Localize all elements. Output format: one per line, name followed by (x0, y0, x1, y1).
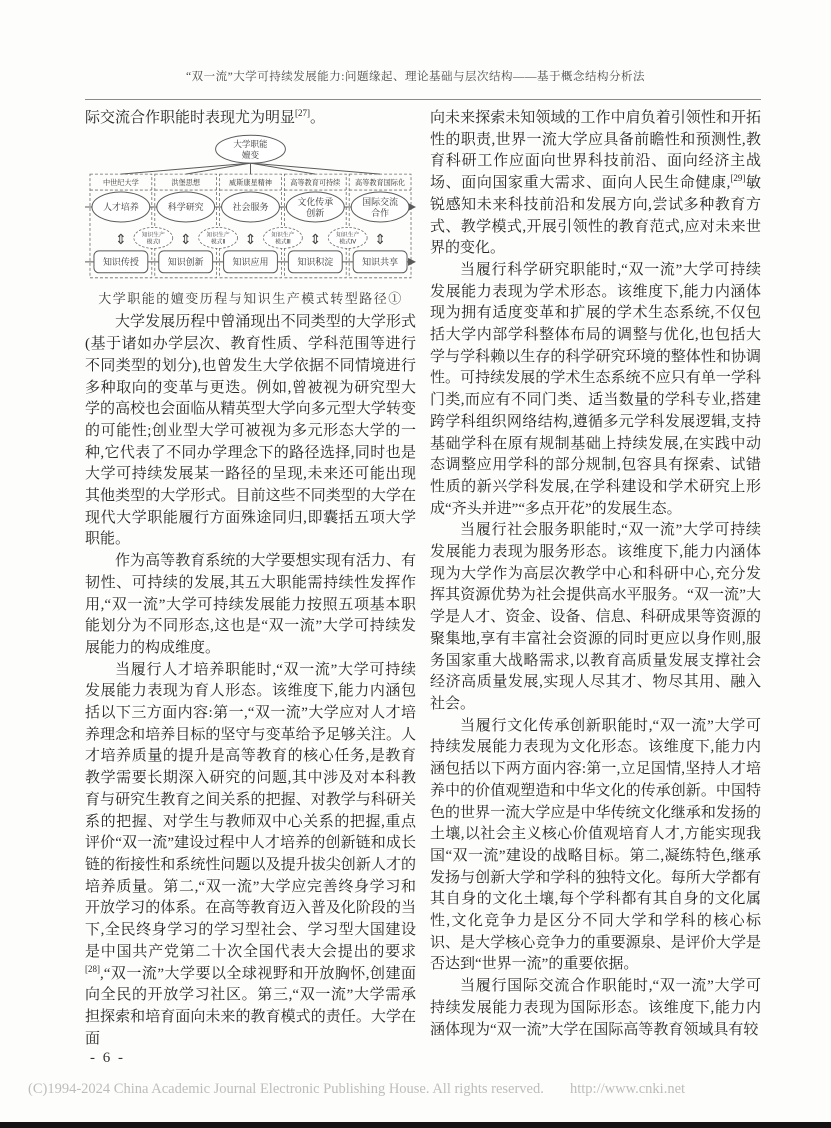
page-number: - 6 - (90, 1050, 125, 1066)
citation-27: [27] (295, 108, 311, 118)
bottom-scan-bar (0, 1122, 831, 1128)
left-intro-text: 际交流合作职能时表现尤为明显 (85, 110, 296, 126)
mode-label-4a: 知识生产 (336, 232, 360, 239)
mode-label-1b: 模式Ⅰ (146, 239, 160, 246)
function-label-5a: 国际交流 (362, 196, 399, 207)
function-label-1: 人才培养 (102, 201, 139, 212)
updown-arrow-icon: ⇕ (179, 232, 192, 248)
knowledge-axis-arrow-icon (408, 258, 416, 266)
mode-label-2a: 知识生产 (206, 232, 230, 239)
knowledge-label-1: 知识传授 (102, 256, 139, 267)
function-label-2: 科学研究 (167, 201, 204, 212)
right-paragraph-1 (430, 108, 761, 260)
running-head-title: “双一流”大学可持续发展能力:问题缘起、理论基础与层次结构——基于概念结构分析法 (186, 71, 645, 83)
right-paragraph-3: 当履行社会服务职能时,“双一流”大学可持续发展能力表现为服务形态。该维度下,能力内涵体现为大学作为高层次教学中心和科研中心,充分发挥其资源优势为社会提供高水平服务。“双一流”大学是人才、资金、设备、信息、科研成果等资源的聚集地,享有丰富社会资源的同时更应以身作则,服务国家重大战略需求,以教育高质量发展支撑社会经济高质量发展,实现人尽其才、物尽其用、融入社会。 (430, 522, 761, 712)
updown-arrow-icon: ⇕ (374, 232, 386, 248)
function-label-5b: 合作 (371, 207, 390, 218)
footer-copyright: (C)1994-2024 China Academic Journal Electronic Publishing House. All rights reserved. (28, 1081, 544, 1097)
right-paragraph-5: 当履行国际交流合作职能时,“双一流”大学可持续发展能力表现为国际形态。该维度下,能力内涵体现为“双一流”大学在国际高等教育领域具有较 (430, 978, 761, 1038)
mode-label-3a: 知识生产 (271, 232, 295, 239)
knowledge-label-2: 知识创新 (167, 256, 204, 267)
mode-label-3b: 模式Ⅲ (275, 239, 291, 246)
updown-arrow-icon: ⇕ (115, 232, 127, 248)
left-paragraph-2: 作为高等教育系统的大学要想实现有活力、有韧性、可持续的发展,其五大职能需持续性发挥作用,“双一流”大学可持续发展能力按照五项基本职能划分为不同形态,这也是“双一流”大学可持续发展能力的构成维度。 (85, 553, 416, 656)
left-intro-paragraph (85, 108, 416, 130)
era-label-3: 威斯康星精神 (229, 178, 272, 187)
figure-university-functions-diagram (85, 134, 416, 310)
left-column (85, 108, 416, 1050)
right-paragraph-1-text: 向未来探索未知领域的工作中肩负着引领性和开拓性的职责,世界一流大学应具备前瞻性和预测性,教育科研工作应面向世界科技前沿、面向经济主战场、面向国家重大需求、面向人民生命健康, (430, 110, 761, 192)
knowledge-label-3: 知识应用 (232, 256, 269, 267)
right-paragraph-4: 当履行文化传承创新职能时,“双一流”大学可持续发展能力表现为文化形态。该维度下,能力内涵包括以下两方面内容:第一,立足国情,坚持人才培养中的价值观塑造和中华文化的传承创新。中国特色的世界一流大学应是中华传统文化继承和发扬的土壤,以社会主义核心价值观培育人才,方能实现我国“双一流”建设的战略目标。第二,凝练特色,继承发扬与创新大学和学科的独特文化。每所大学都有其自身的文化土壤,每个学科都有其自身的文化属性,文化竞争力是区分不同大学和学科的核心标识、是大学核心竞争力的重要源泉、是评价大学是否达到“世界一流”的重要依据。 (430, 717, 761, 973)
function-label-4b: 创新 (306, 207, 325, 218)
right-column (430, 108, 761, 1041)
knowledge-label-5: 知识共享 (362, 256, 399, 267)
knowledge-label-4: 知识积淀 (297, 256, 334, 267)
era-label-5: 高等教育国际化 (355, 178, 406, 187)
header-divider (85, 99, 761, 100)
left-paragraph-1: 大学发展历程中曾涌现出不同类型的大学形式(基于诸如办学层次、教育性质、学科范围等进行不同类型的划分),也曾发生大学依据不同情境进行多种取向的变革与更迭。例如,曾被视为研究型大学的高校也会面临从精英型大学向多元型大学转变的可能性;创业型大学可被视为多元形态大学的一种,它代表了不同办学理念下的路径选择,同时也是大学可持续发展某一路径的呈现,未来还可能出现其他类型的大学形式。目前这些不同类型的大学在现代大学职能履行方面殊途同归,即囊括五项大学职能。 (85, 314, 416, 548)
right-paragraph-2: 当履行科学研究职能时,“双一流”大学可持续发展能力表现为学术形态。该维度下,能力内涵体现为拥有适度变革和扩展的学术生态系统,不仅包括大学内部学科整体布局的调整与优化,也包括大学与学科赖以生存的科学研究环境的整体性和协调性。可持续发展的学术生态系统不应只有单一学科门类,而应有不同门类、适当数量的学科专业,搭建跨学科组织网络结构,遵循多元学科发展逻辑,支持基础学科在原有规制基础上持续发展,在实践中动态调整应用学科的部分规制,包容具有探索、试错性质的新兴学科发展,在学科建设和学术研究上形成“齐头并进”“多点开花”的发展生态。 (430, 261, 761, 517)
left-paragraph-3-cont: ,“双一流”大学要以全球视野和开放胸怀,创建面向全民的开放学习社区。第三,“双一流”大学需承担探索和培育面向未来的教育模式的责任。大学在面 (85, 965, 416, 1047)
figure-caption: 大学职能的嬗变历程与知识生产模式转型路径① (98, 290, 403, 306)
citation-28: [28] (85, 963, 100, 974)
root-label-line1: 大学职能 (233, 138, 268, 149)
function-label-3: 社会服务 (232, 201, 269, 212)
root-label-line2: 嬗变 (241, 149, 260, 160)
left-paragraph-3 (85, 660, 416, 1051)
mode-label-4b: 模式Ⅳ (339, 239, 357, 246)
citation-29: [29] (730, 173, 746, 184)
era-label-1: 中世纪大学 (103, 178, 139, 187)
era-label-4: 高等教育可持续 (290, 178, 341, 187)
updown-arrow-icon: ⇕ (244, 232, 257, 248)
left-paragraph-3-text: 当履行人才培养职能时,“双一流”大学可持续发展能力表现为育人形态。该维度下,能力内涵包括以下三方面内容:第一,“双一流”大学应对人才培养理念和培养目标的坚守与变革给予足够关注。人才培养质量的提升是高等教育的核心任务,是教育教学需要长期深入研究的问题,其中涉及对本科教育与研究生教育之间关系的把握、对教学与科研关系的把握、对学生与教师双中心关系的把握,重点评价“双一流”建设过程中人才培养的创新链和成长链的衔接性和系统性问题以及提升拔尖创新人才的培养质量。第二,“双一流”大学应完善终身学习和开放学习的体系。在高等教育迈入普及化阶段的当下,全民终身学习的学习型社会、学习型大国建设是中国共产党第二十次全国代表大会提出的要求 (85, 661, 416, 960)
right-paragraph-1-cont: 敏锐感知未来科技前沿和发展方向,尝试多种教育方式、教学模式,开展引领性的教育范式,应对未来世界的变化。 (430, 175, 761, 257)
diagram-canvas (85, 134, 416, 284)
mode-label-1a: 知识生产 (141, 232, 165, 239)
mode-label-2b: 模式Ⅱ (210, 239, 226, 246)
footer-url: http://www.cnki.net (570, 1081, 686, 1097)
function-label-4a: 文化传承 (297, 196, 334, 207)
left-intro-period: 。 (310, 110, 326, 126)
updown-arrow-icon: ⇕ (309, 232, 322, 248)
era-label-2: 洪堡思想 (171, 178, 201, 187)
